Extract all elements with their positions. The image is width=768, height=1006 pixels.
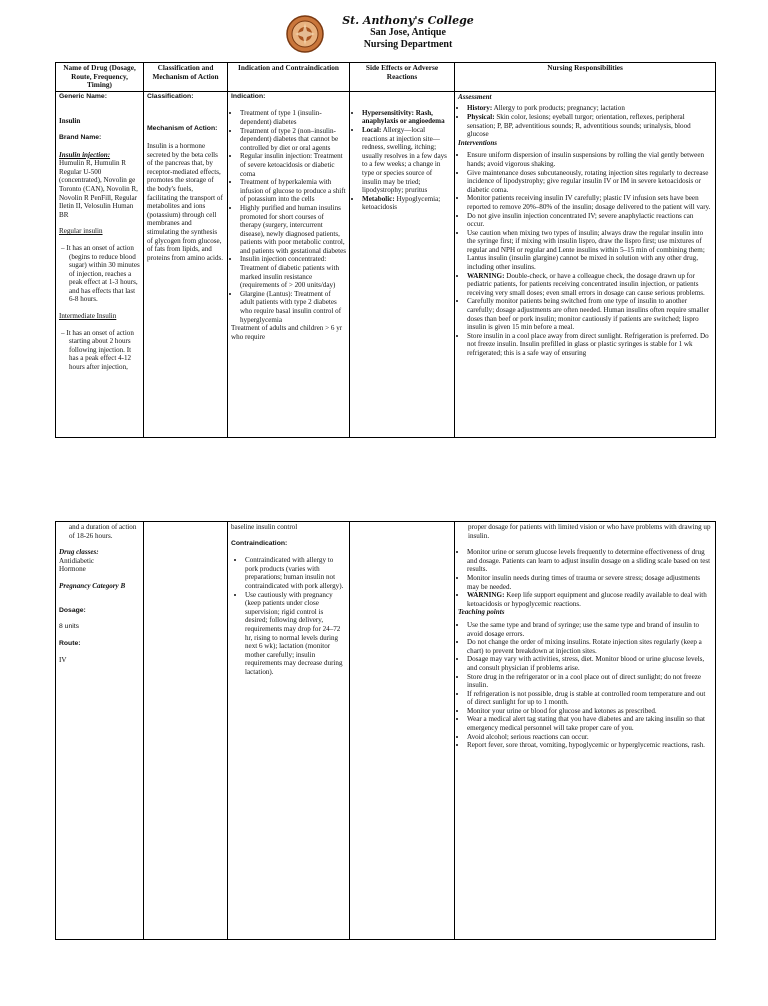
classification-cell-continued xyxy=(144,522,228,940)
intervention-item: • Do not give insulin injection concentrated IV; severe anaphylactic reactions can occur. xyxy=(467,212,712,229)
regular-insulin-title: Regular insulin xyxy=(59,227,103,236)
teaching-item: • Avoid alcohol; serious reactions can occur. xyxy=(467,733,712,742)
side-effect-item: • Hypersensitivity: Rash, anaphylaxis or angioedema xyxy=(362,109,451,126)
assessment-label: Assessment xyxy=(458,92,492,101)
indication-item: • Treatment of hyperkalemia with infusion of glucose to produce a shift of potassium into the cells xyxy=(240,178,346,204)
indication-label: Indication: xyxy=(231,92,266,100)
intermediate-insulin-desc: – It has an onset of action starting about 2 hours following injection. It has a peak effect 4-12 hours after injection, xyxy=(59,329,140,372)
dosage-label: Dosage: xyxy=(59,606,86,614)
generic-name-value: Insulin xyxy=(59,117,81,126)
table-body-row xyxy=(56,91,716,437)
side-effects-cell xyxy=(350,91,455,437)
indication-item: • Regular insulin injection: Treatment of severe ketoacidosis or diabetic coma xyxy=(240,152,346,178)
col-header-side-effects: Side Effects or Adverse Reactions xyxy=(350,63,455,92)
insulin-injection-title: Insulin injection: xyxy=(59,150,111,159)
brand-name-label: Brand Name: xyxy=(59,133,102,141)
dosage-value: 8 units xyxy=(59,623,80,631)
teaching-item: • Report fever, sore throat, vomiting, hypoglycemic or hyperglycemic reactions, rash. xyxy=(467,741,712,750)
col-header-indication: Indication and Contraindication xyxy=(228,63,350,92)
teaching-item: • Store drug in the refrigerator or in a cool place out of direct sunlight; do not freeze insulin. xyxy=(467,673,712,690)
teaching-points-label: Teaching points xyxy=(458,608,505,617)
teaching-item: • Dosage may vary with activities, stress, diet. Monitor blood or urine glucose levels, and consult physician if problems arise. xyxy=(467,655,712,672)
indication-item: • Highly purified and human insulins promoted for short courses of therapy (surgery, intercurrent disease), newly diagnosed patients, patients with poor metabolic control, and patients with gestational diabetes xyxy=(240,204,346,256)
indication-cell xyxy=(228,91,350,437)
drug-name-cell-continued xyxy=(56,522,144,940)
side-effects-cell-continued xyxy=(350,522,455,940)
drug-study-table-page-1 xyxy=(55,62,716,438)
history-item: • History: Allergy to pork products; pregnancy; lactation xyxy=(467,104,712,113)
college-name: St. Anthony's College xyxy=(342,14,474,27)
col-header-nursing: Nursing Responsibilities xyxy=(455,63,716,92)
table-body-row-continued xyxy=(56,522,716,940)
interventions-label: Interventions xyxy=(458,138,498,147)
intervention-item: • Monitor insulin needs during times of trauma or severe stress; dosage adjustments may be needed. xyxy=(467,574,712,591)
intermediate-insulin-desc-cont: and a duration of action of 18-26 hours. xyxy=(69,523,137,540)
intervention-item: • Monitor urine or serum glucose levels frequently to determine effectiveness of drug and dosage. Patients can learn to adjust insulin dosage on a sliding scale based on test results. xyxy=(467,548,712,574)
drug-classes-label: Drug classes: xyxy=(59,548,99,557)
col-header-drug: Name of Drug (Dosage, Route, Frequency, Timing) xyxy=(56,63,144,92)
intervention-item: • Give maintenance doses subcutaneously, rotating injection sites regularly to decrease incidence of lipodystrophy; give regular insulin IV or IM in severe ketoacidosis or diabetic coma. xyxy=(467,169,712,195)
insulin-injection-brands: Humulin R, Humulin R Regular U-500 (concentrated), Novolin ge Toronto (CAN), Novolin R, Novolin R PenFill, Regular Iletin II, Velosulin Human BR xyxy=(59,159,138,219)
indication-tail-cont: baseline insulin control xyxy=(231,523,298,531)
pregnancy-category: Pregnancy Category B xyxy=(59,581,126,590)
classification-cell xyxy=(144,91,228,437)
teaching-item: • Wear a medical alert tag stating that you have diabetes and are taking insulin so that emergency medical personnel will take proper care of you. xyxy=(467,715,712,732)
intermediate-insulin-title: Intermediate Insulin xyxy=(59,312,117,321)
regular-insulin-desc: – It has an onset of action (begins to reduce blood sugar) within 30 minutes of injection, reaches a peak effect at 1-3 hours, and has effects that last 6-8 hours. xyxy=(59,244,140,304)
nursing-responsibilities-cell-continued xyxy=(455,522,716,940)
warning-item: • WARNING: Double-check, or have a colleague check, the dosage drawn up for pediatric patients, for patients receiving concentrated insulin injection, or patients receiving very small doses; even small errors in dosage can cause serious problems. xyxy=(467,272,712,298)
mechanism-label: Mechanism of Action: xyxy=(147,125,218,133)
department-name: Nursing Department xyxy=(363,39,453,50)
mechanism-text: Insulin is a hormone secreted by the beta cells of the pancreas that, by receptor-mediated effects, promotes the storage of the body's fuels, facilitating the transport of metabolites and ions (potassium) through cell membranes and stimulating the synthesis of glycogen from glucose, of fats from lipids, and proteins from amino acids. xyxy=(147,141,224,262)
contraindication-item: • Contraindicated with allergy to pork products (varies with preparations; human insulin not contraindicated with pork allergy). xyxy=(245,556,346,590)
route-value: IV xyxy=(59,656,67,665)
intervention-item: • Carefully monitor patients being switched from one type of insulin to another carefully; dosage adjustments are often needed. Human insulins often require smaller doses than beef or pork insulin; monitor cautiously if patients are switched; lispro insulin is given 15 min before a meal. xyxy=(467,297,712,331)
route-label: Route: xyxy=(59,639,81,647)
intervention-item: • Ensure uniform dispersion of insulin suspensions by rolling the vial gently between hands; avoid vigorous shaking. xyxy=(467,151,712,168)
indication-item: • Insulin injection concentrated: Treatment of diabetic patients with marked insulin resistance (requirements of > 200 units/day) xyxy=(240,255,346,289)
col-header-classification: Classification and Mechanism of Action xyxy=(144,63,228,92)
classification-label: Classification: xyxy=(147,92,194,100)
warning-item: • WARNING: Keep life support equipment and glucose readily available to deal with ketoacidosis or hypoglycemic reactions. xyxy=(467,591,712,608)
intervention-item: • Use caution when mixing two types of insulin; always draw the regular insulin into the syringe first; if mixing with insulin lispro, draw the lispro first; use mixtures of regular and NPH or regular and Lente insulins within 5–15 min of combining them; Lantus insulin (insulin glargine) cannot be mixed in solution with any other drug, including other insulins. xyxy=(467,229,712,272)
drug-name-cell xyxy=(56,91,144,437)
indication-tail: Treatment of adults and children > 6 yr who require xyxy=(231,324,343,341)
drug-class-item: Hormone xyxy=(59,565,86,574)
indication-item: • Treatment of type 2 (non–insulin-dependent) diabetes that cannot be controlled by diet or oral agents xyxy=(240,127,346,153)
contraindication-item: • Use cautiously with pregnancy (keep patients under close supervision; rigid control is desired; following delivery, requirements may drop for 24–72 hr, rising to normal levels during next 6 wk); lactation (monitor mother carefully; insulin requirements may decrease during lactation). xyxy=(245,591,346,677)
store-insulin-cont: proper dosage for patients with limited vision or who have problems with drawing up insulin. xyxy=(468,523,711,540)
nursing-responsibilities-cell xyxy=(455,91,716,437)
generic-name-label: Generic Name: xyxy=(59,92,107,100)
teaching-item: • Use the same type and brand of syringe; use the same type and brand of insulin to avoid dosage errors. xyxy=(467,621,712,638)
side-effect-item: • Local: Allergy—local reactions at injection site—redness, swelling, itching; usually resolves in a few days to a few weeks; a change in type or species source of insulin may be tried; lipodystrophy; pruritus xyxy=(362,126,451,195)
table-header-row xyxy=(56,63,716,92)
college-location: San Jose, Antique xyxy=(370,27,446,38)
indication-item: • Treatment of type 1 (insulin-dependent) diabetes xyxy=(240,109,346,126)
contraindication-label: Contraindication: xyxy=(231,539,288,547)
intervention-item: • Monitor patients receiving insulin IV carefully; plastic IV infusion sets have been reported to remove 20%–80% of the insulin; dosage delivered to the patient will vary. xyxy=(467,194,712,211)
document-header xyxy=(0,10,768,62)
indication-item: • Glargine (Lantus): Treatment of adult patients with type 2 diabetes who require basal insulin control of hyperglycemia xyxy=(240,290,346,324)
teaching-item: • Monitor your urine or blood for glucose and ketones as prescribed. xyxy=(467,707,712,716)
physical-item: • Physical: Skin color, lesions; eyeball turgor; orientation, reflexes, peripheral sensation; P, BP, adventitious sounds; R, adventitious sounds; urinalysis, blood glucose xyxy=(467,113,712,139)
side-effect-item: • Metabolic: Hypoglycemia; ketoacidosis xyxy=(362,195,451,212)
drug-study-table-page-2 xyxy=(55,521,716,940)
teaching-item: • If refrigeration is not possible, drug is stable at controlled room temperature and out of direct sunlight for up to 1 month. xyxy=(467,690,712,707)
intervention-item: • Store insulin in a cool place away from direct sunlight. Refrigeration is preferred. Do not freeze insulin. Insulin prefilled in glass or plastic syringes is stable for 1 wk refrigerated; this is a safe way of ensuring xyxy=(467,332,712,358)
drug-class-item: Antidiabetic xyxy=(59,556,95,565)
indication-cell-continued xyxy=(228,522,350,940)
teaching-item: • Do not change the order of mixing insulins. Rotate injection sites regularly (keep a chart) to prevent breakdown at injection sites. xyxy=(467,638,712,655)
